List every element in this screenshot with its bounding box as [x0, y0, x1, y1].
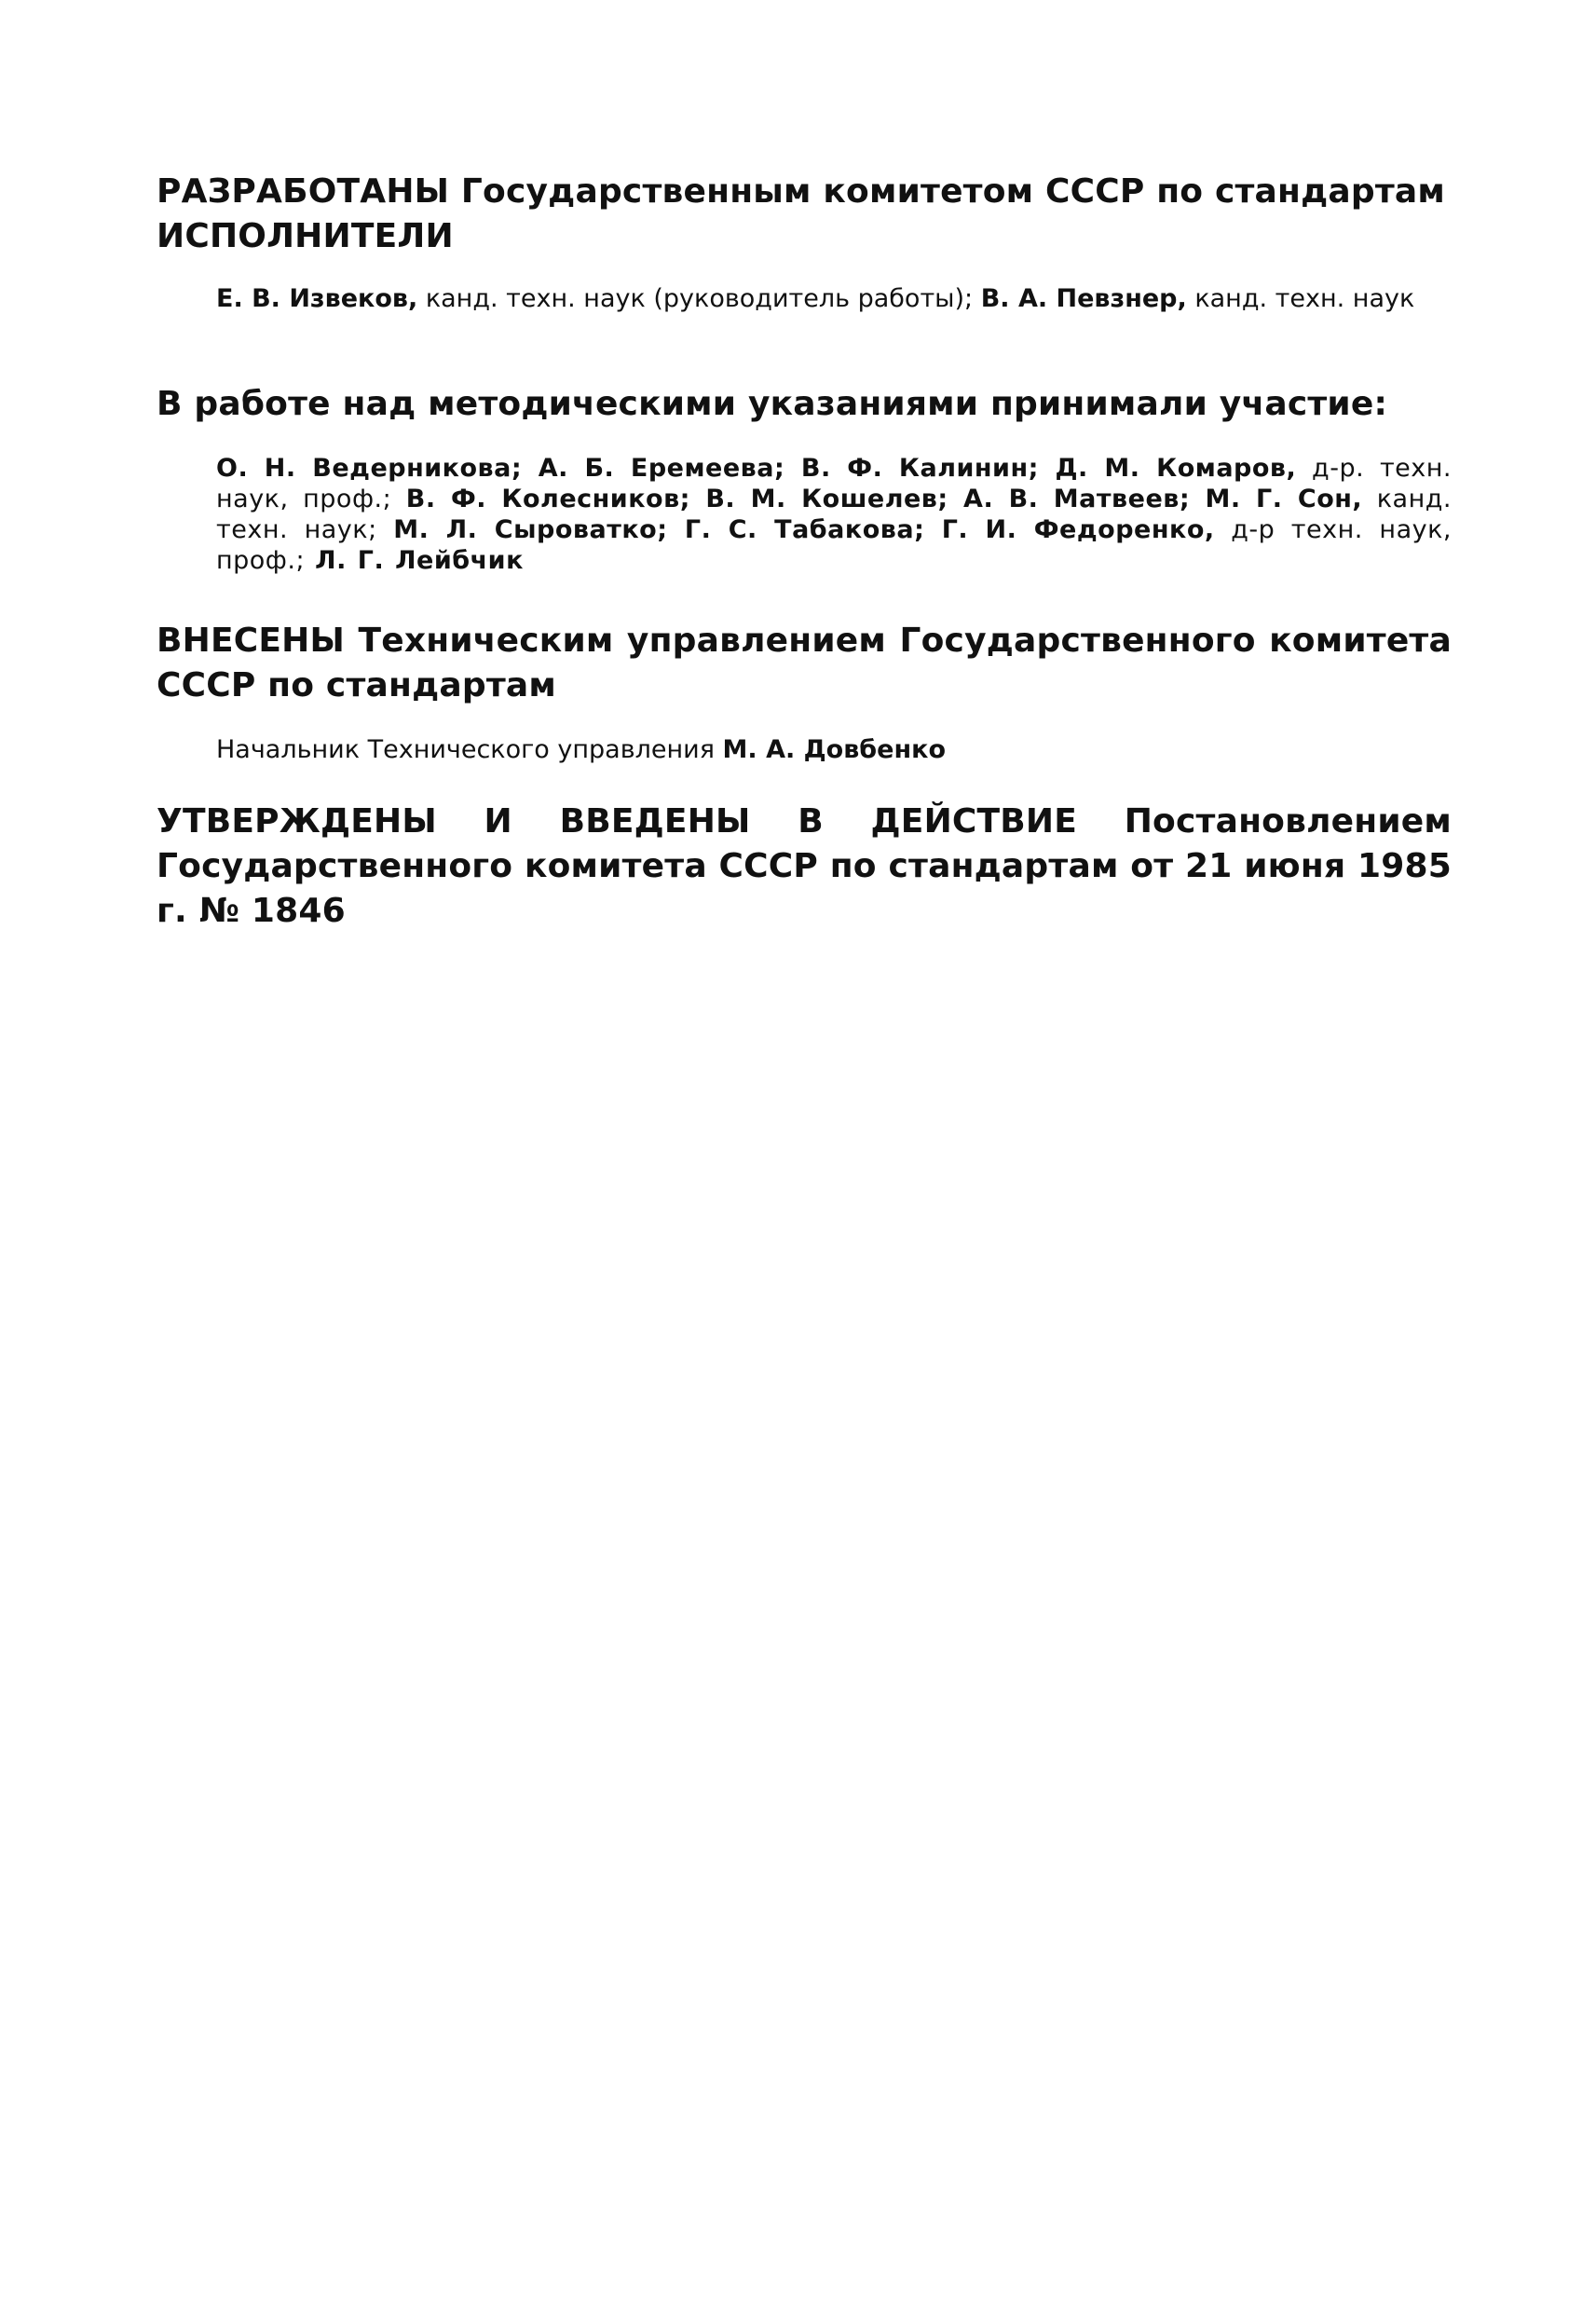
- chief-line: [216, 734, 1452, 765]
- developed-by-heading: [157, 170, 1452, 214]
- developed-by-lead: РАЗРАБОТАНЫ: [157, 172, 450, 211]
- participants-paragraph: [216, 453, 1452, 576]
- executor-title-2: канд. техн. наук: [1186, 284, 1415, 313]
- participant-title-2: канд. техн. наук;: [216, 485, 1452, 544]
- introduced-by-section: [157, 619, 1452, 708]
- participant-names-2: В. Ф. Колесников; В. М. Кошелев; А. В. Матвеев; М. Г. Сон,: [405, 485, 1363, 513]
- executor-title-1: канд. техн. наук (руководитель работы);: [417, 284, 981, 313]
- chief-paragraph: [216, 734, 1452, 765]
- approved-section: [157, 800, 1452, 934]
- approved-heading: [157, 800, 1452, 934]
- participant-names-3: М. Л. Сыроватко; Г. С. Табакова; Г. И. Федоренко,: [393, 515, 1215, 544]
- executors-heading: ИСПОЛНИТЕЛИ: [157, 217, 454, 255]
- approved-lead: УТВЕРЖДЕНЫ И ВВЕДЕНЫ В ДЕЙСТВИЕ: [157, 802, 1078, 841]
- participants-list: [216, 453, 1452, 576]
- executors-paragraph: [216, 283, 1452, 314]
- participant-names-1: О. Н. Ведерникова; А. Б. Еремеева; В. Ф. Калинин; Д. М. Комаров,: [216, 454, 1297, 483]
- executor-name-2: В. А. Певзнер,: [980, 284, 1187, 313]
- developed-by-text: Государственным комитетом СССР по стандартам: [449, 172, 1446, 211]
- executor-name-1: Е. В. Извеков,: [216, 284, 418, 313]
- participant-names-4: Л. Г. Лейбчик: [315, 546, 524, 575]
- chief-role: Начальник Технического управления: [216, 735, 723, 764]
- participant-title-1: д-р. техн. наук, проф.;: [216, 454, 1452, 513]
- participant-title-3: д-р техн. наук, проф.;: [216, 515, 1452, 575]
- chief-name: М. А. Довбенко: [722, 735, 947, 764]
- approved-text: Постановлением Государственного комитета СССР по стандартам от 21 июня 1985 г. № 1846: [157, 802, 1453, 930]
- participants-heading: В работе над методическими указаниями принимали участие:: [157, 385, 1388, 423]
- developed-by-section: [157, 170, 1452, 259]
- introduced-by-heading: [157, 619, 1452, 708]
- participants-section: [157, 382, 1452, 427]
- executors-list: [216, 283, 1452, 314]
- introduced-by-lead: ВНЕСЕНЫ: [157, 622, 346, 660]
- introduced-by-text: Техническим управлением Государственного комитета СССР по стандартам: [157, 622, 1452, 704]
